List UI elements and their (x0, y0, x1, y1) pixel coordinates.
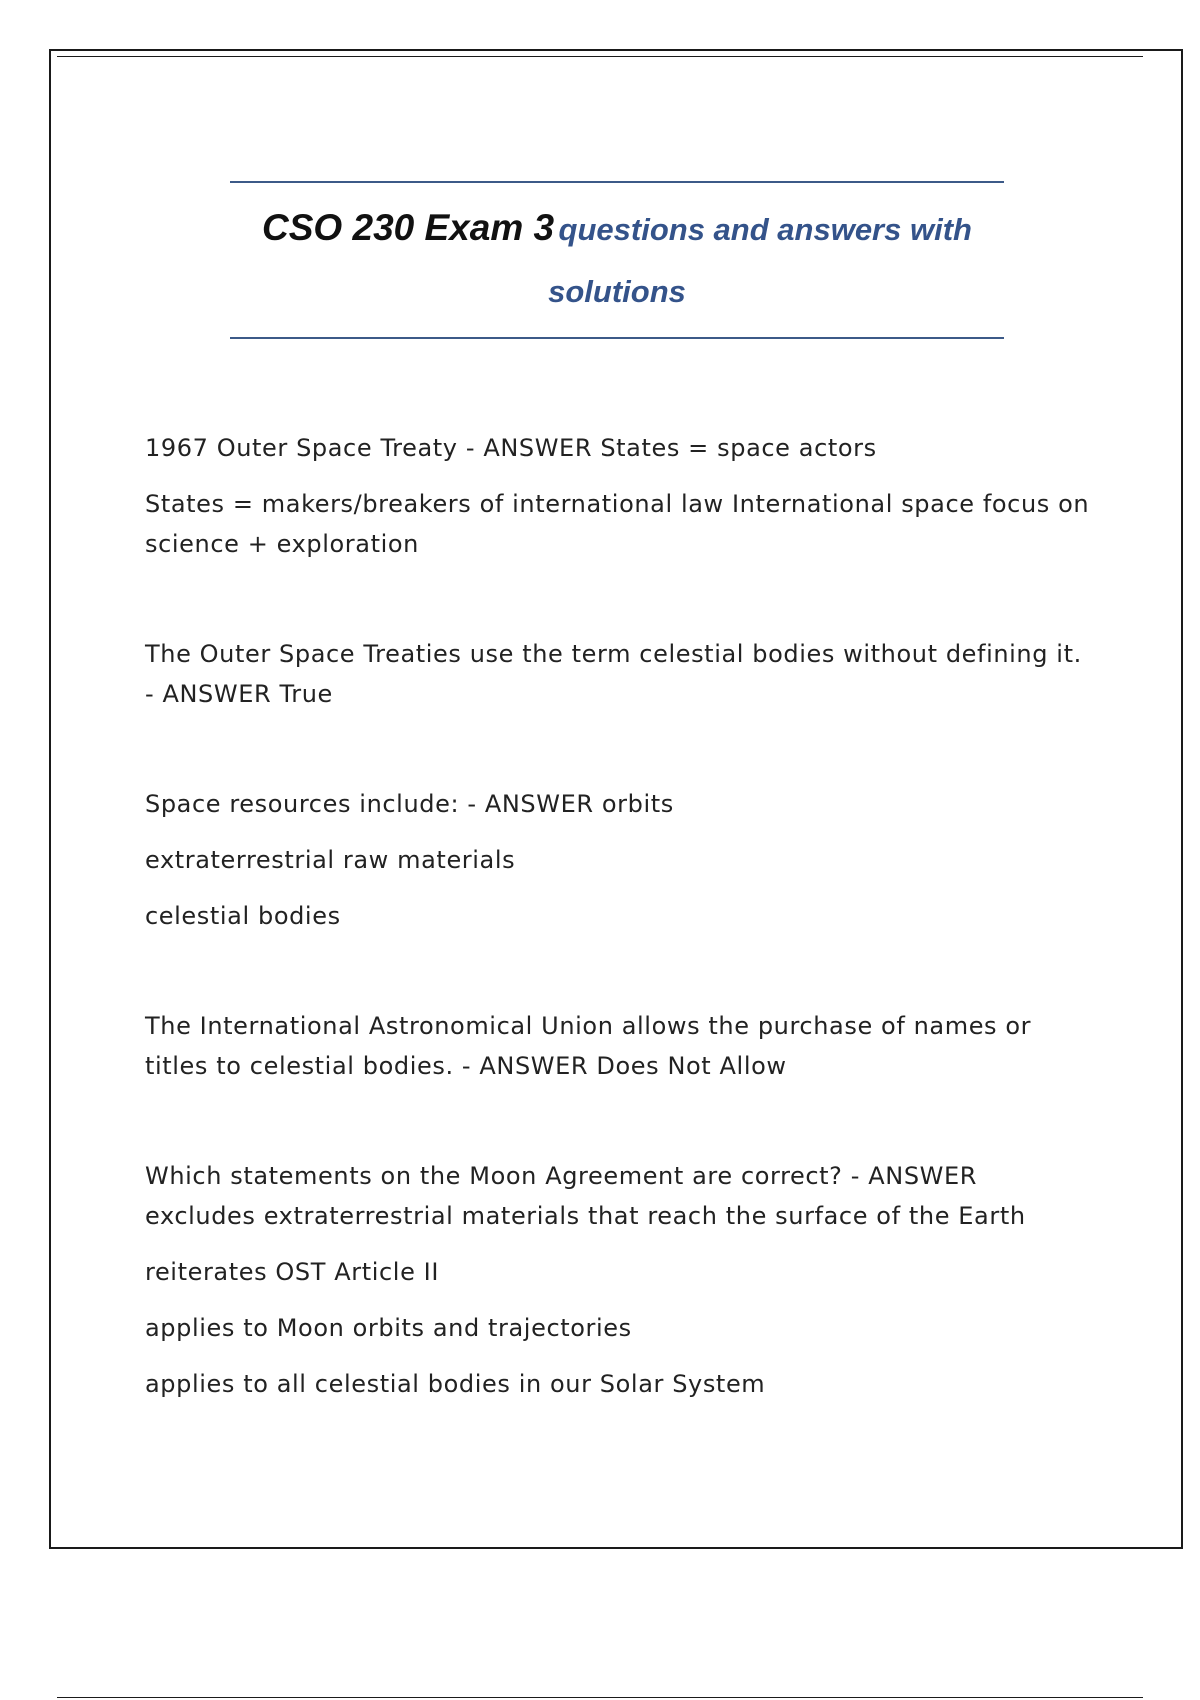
qa-line: Space resources include: - ANSWER orbits (145, 790, 674, 818)
qa-line: The Outer Space Treaties use the term celestial bodies without defining it. - ANSWER True (145, 640, 1082, 708)
qa-line: applies to all celestial bodies in our Solar System (145, 1370, 766, 1398)
qa-line: extraterrestrial raw materials (145, 846, 516, 874)
qa-item (145, 1006, 1090, 1086)
frame-top-rule (57, 56, 1143, 57)
qa-line: Which statements on the Moon Agreement are correct? - ANSWER excludes extraterrestrial materials that reach the surface of the Earth (145, 1162, 1026, 1230)
qa-item (145, 634, 1090, 714)
title-subtitle-line1: questions and answers with (558, 212, 972, 247)
qa-content (145, 428, 1090, 1404)
title-main: CSO 230 Exam 3 (262, 207, 555, 248)
bottom-rule (57, 1697, 1143, 1698)
document-title (230, 200, 1004, 326)
qa-line: The International Astronomical Union allows the purchase of names or titles to celestial bodies. - ANSWER Does Not Allow (145, 1012, 1032, 1080)
qa-line: reiterates OST Article II (145, 1258, 440, 1286)
title-top-rule (230, 181, 1004, 183)
qa-item (145, 428, 1090, 564)
qa-line: celestial bodies (145, 902, 341, 930)
qa-item (145, 1156, 1090, 1404)
qa-item (145, 784, 1090, 936)
qa-line: applies to Moon orbits and trajectories (145, 1314, 632, 1342)
qa-line: States = makers/breakers of international law International space focus on science + exploration (145, 490, 1090, 558)
qa-line: 1967 Outer Space Treaty - ANSWER States = space actors (145, 434, 877, 462)
title-bottom-rule (230, 337, 1004, 339)
title-subtitle-line2: solutions (548, 274, 686, 309)
